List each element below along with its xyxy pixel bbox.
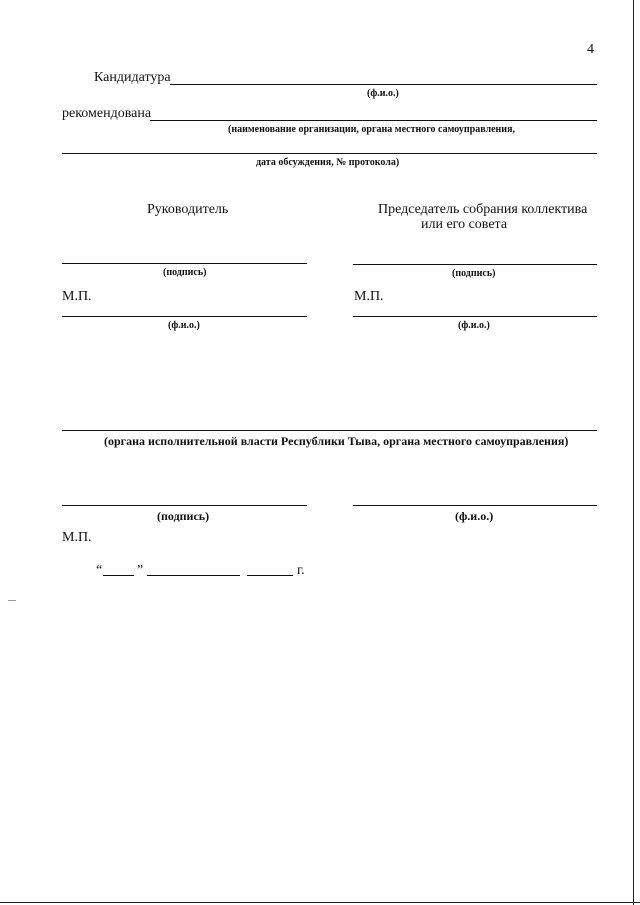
date-year-line[interactable] [247,575,293,576]
page-number: 4 [587,42,594,57]
date-protocol-line[interactable] [62,153,597,154]
date-quote-close: ” [137,563,144,578]
chair-fio-line[interactable] [353,316,597,317]
chair-stamp: М.П. [354,289,384,304]
authority-signature-hint: (подпись) [157,509,210,523]
head-signature-hint: (подпись) [163,267,207,278]
page-edge-right [633,0,634,905]
date-protocol-hint: дата обсуждения, № протокола) [256,157,400,168]
authority-fio-line[interactable] [353,505,597,506]
head-signature-line[interactable] [62,263,307,264]
head-stamp: М.П. [62,289,92,304]
authority-fio-hint: (ф.и.о.) [455,509,494,523]
authority-signature-line[interactable] [62,505,307,506]
recommended-org-line[interactable] [150,120,597,121]
head-fio-line[interactable] [62,316,307,317]
chair-signature-line[interactable] [353,264,597,265]
authority-hint: (органа исполнительной власти Республики Тыва, органа местного самоуправления) [104,434,569,448]
candidacy-fio-line[interactable] [170,84,597,85]
head-title: Руководитель [147,202,229,217]
page-edge-bottom [0,902,640,903]
recommended-label: рекомендована [62,106,152,121]
chair-title-line2: или его совета [421,217,508,232]
date-year-suffix: г. [297,563,305,578]
org-hint: (наименование организации, органа местного самоуправления, [228,124,515,135]
margin-mark [8,600,16,601]
candidacy-fio-hint: (ф.и.о.) [367,88,399,99]
chair-title-line1: Председатель собрания коллектива [378,202,588,217]
head-fio-hint: (ф.и.о.) [168,320,200,331]
chair-signature-hint: (подпись) [452,268,496,279]
date-month-line[interactable] [147,575,240,576]
date-day-line[interactable] [103,575,134,576]
candidacy-label: Кандидатура [94,70,171,85]
chair-fio-hint: (ф.и.о.) [458,320,490,331]
authority-line[interactable] [62,430,597,431]
authority-stamp: М.П. [62,530,92,545]
date-quote-open: “ [96,563,103,578]
